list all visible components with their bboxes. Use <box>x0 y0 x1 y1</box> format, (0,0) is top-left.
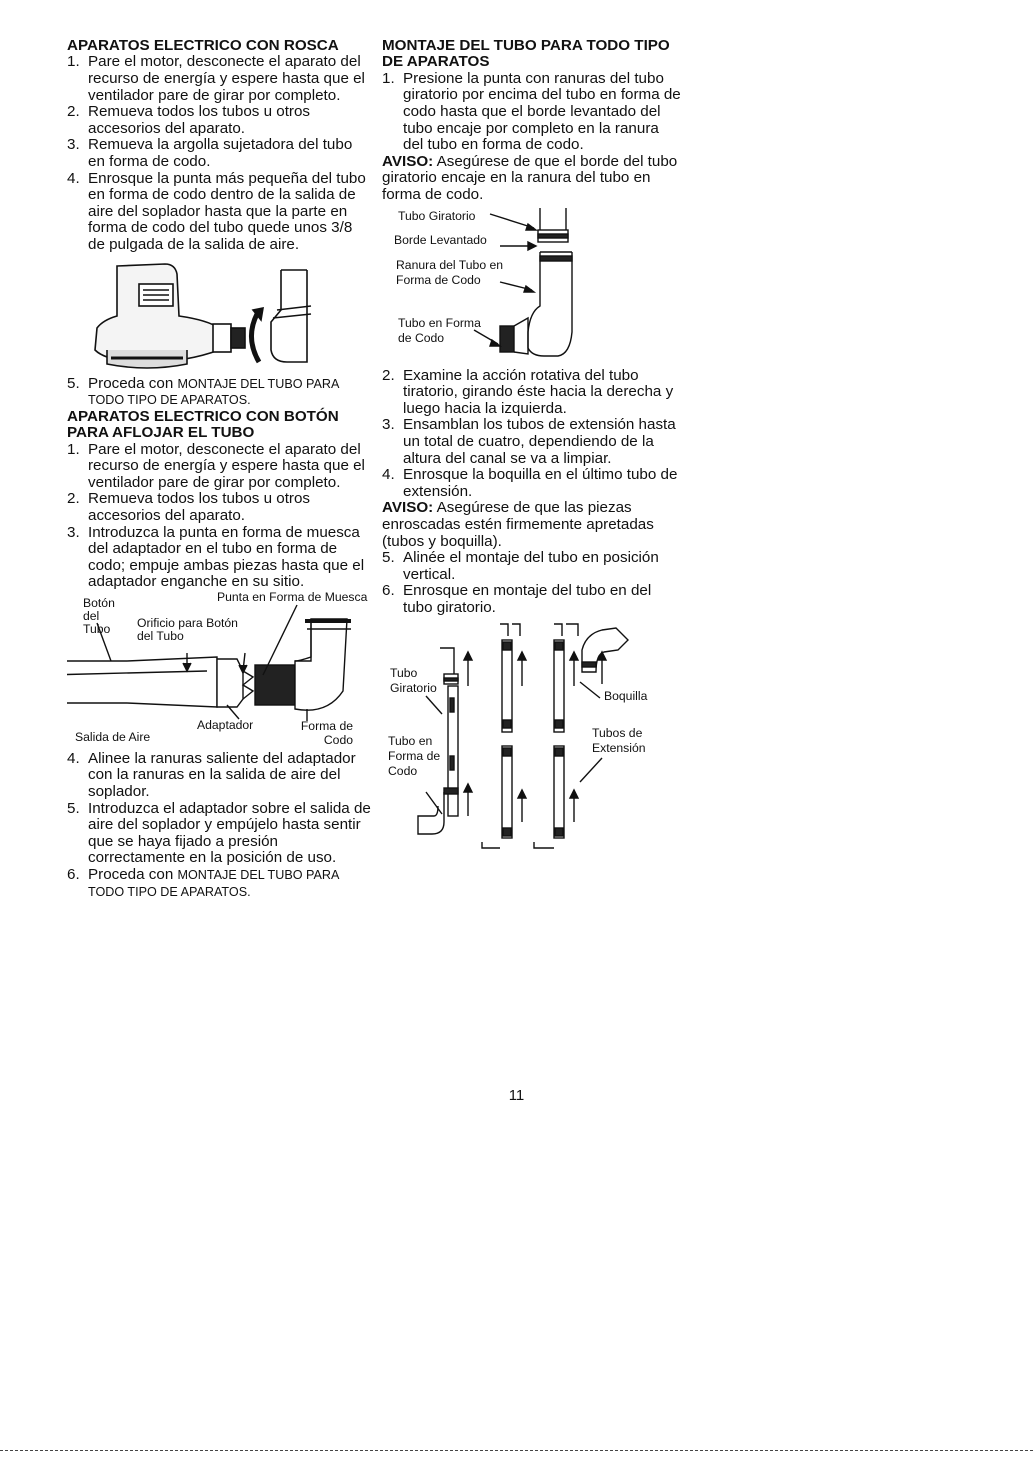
list-item: 6. Proceda con MONTAJE DEL TUBO PARA TODO TIPO DE APARATOS. <box>67 866 339 899</box>
list-item: 3. Remueva la argolla sujetadora del tubo en forma de codo. <box>67 136 353 170</box>
list-item: 4. Alinee la ranuras saliente del adaptador con la ranuras en la salida de aire del soplador. <box>67 749 356 801</box>
assembly-steps-end <box>382 550 682 616</box>
label-salida-aire: Salida de Aire <box>75 729 151 744</box>
list-item: 1. Presione la punta con ranuras del tubo giratorio por encima del tubo en forma de codo hasta que el borde levantado del tubo encaje por completo en la ranura del tubo en forma de codo. <box>382 69 681 154</box>
figure-threaded-blower <box>67 258 367 376</box>
page-bottom-rule <box>0 1450 1033 1451</box>
list-item: 2. Examine la acción rotativa del tubo tiratorio, girando éste hacia la derecha y luego hacia la izquierda. <box>382 366 674 417</box>
heading-button: APARATOS ELECTRICO CON BOTÓN PARA AFLOJAR EL TUBO <box>67 407 339 442</box>
list-item: 3. Introduzca la punta en forma de muesca del adaptador en el tubo en forma de codo; empuje ambas piezas hasta que el adaptador enganche en su sitio. <box>67 523 365 591</box>
list-item: 5. Alinée el montaje del tubo en posición vertical. <box>382 549 659 583</box>
label-tubo-forma-codo-2: Tubo en Forma de Codo <box>388 734 441 779</box>
list-item: 4. Enrosque la punta más pequeña del tubo en forma de codo dentro de la salida de aire del soplador hasta que la parte en forma de codo del tubo quede unos 3/8 de pulgada de la salida de aire. <box>67 169 366 253</box>
label-adaptador: Adaptador <box>197 717 254 732</box>
cross-reference: MONTAJE DEL TUBO PARA TODO TIPO DE APARATOS. <box>88 868 339 899</box>
blower-elbow-illustration <box>67 258 367 376</box>
heading-threaded: APARATOS ELECTRICO CON ROSCA <box>67 37 339 54</box>
assembly-steps-mid <box>382 368 682 501</box>
label-boton-tubo: Botón del Tubo <box>83 595 115 636</box>
label-tubo-giratorio-2: Tubo Giratorio <box>390 666 437 696</box>
label-boquilla: Boquilla <box>604 689 648 704</box>
list-item: 6. Enrosque en montaje del tubo en del tubo giratorio. <box>382 582 652 616</box>
button-steps <box>67 442 372 591</box>
list-item: 5. Introduzca el adaptador sobre el salida de aire del soplador y empújelo hasta sentir que se haya fijado a presión correctamente en la posición de uso. <box>67 799 371 867</box>
label-punta-muesca: Punta en Forma de Muesca <box>217 589 368 604</box>
list-item: 3. Ensamblan los tubos de extensión hasta un total de cuatro, dependiendo de la altura del canal se va a limpiar. <box>382 416 676 467</box>
list-item: 4. Enrosque la boquilla en el último tubo de extensión. <box>382 466 678 500</box>
figure-extension-tubes <box>382 616 682 856</box>
list-item: 1. Pare el motor, desconecte el aparato del recurso de energía y espere hasta que el ventilador pare de girar por completo. <box>67 53 365 104</box>
label-tubo-giratorio: Tubo Giratorio <box>398 208 476 223</box>
label-forma-codo: Forma de Codo <box>300 718 353 747</box>
cross-reference: MONTAJE DEL TUBO PARA TODO TIPO DE APARATOS. <box>88 376 339 408</box>
heading-assembly: MONTAJE DEL TUBO PARA TODO TIPO DE APARATOS <box>382 37 670 71</box>
list-item: 1. Pare el motor, desconecte el aparato del recurso de energía y espere hasta que el ventilador pare de girar por completo. <box>67 440 365 491</box>
list-item: 2. Remueva todos los tubos u otros accesorios del aparato. <box>67 103 311 137</box>
left-column <box>67 38 372 900</box>
label-tubo-forma-codo: Tubo en Forma de Codo <box>398 315 481 345</box>
threaded-step5 <box>67 376 372 409</box>
notice-2: AVISO: Asegúrese de que las piezas enroscadas estén firmemente apretadas (tubos y boquilla). <box>382 499 654 550</box>
label-borde-levantado: Borde Levantado <box>394 232 487 247</box>
page-number: 11 <box>508 1087 525 1104</box>
figure-swivel-tube <box>382 208 682 368</box>
label-tubos-extension: Tubos de Extensión <box>592 726 646 756</box>
notice-1: AVISO: Asegúrese de que el borde del tubo giratorio encaje en la ranura del tubo en forma de codo. <box>382 152 678 203</box>
label-orificio: Orificio para Botón del Tubo <box>137 615 238 643</box>
button-steps-after <box>67 751 372 900</box>
threaded-steps <box>67 54 372 253</box>
list-item: 5. Proceda con MONTAJE DEL TUBO PARA TODO TIPO DE APARATOS. <box>67 374 339 408</box>
label-ranura: Ranura del Tubo en Forma de Codo <box>396 257 504 287</box>
right-column <box>382 38 682 856</box>
list-item: 2. Remueva todos los tubos u otros accesorios del aparato. <box>67 490 311 524</box>
figure-adapter <box>67 591 367 751</box>
assembly-step1 <box>382 71 682 154</box>
